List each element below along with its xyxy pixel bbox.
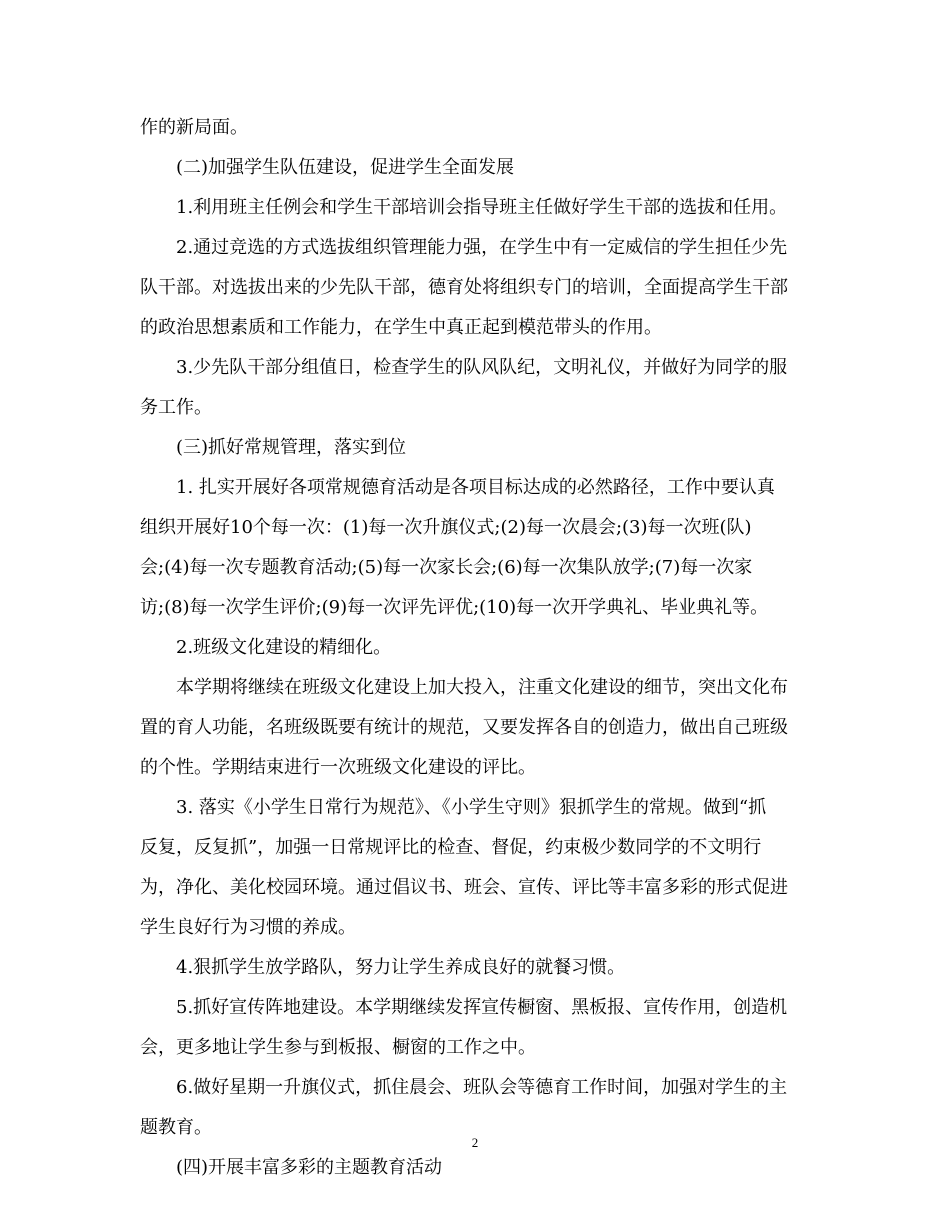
- text-line: 务工作。: [140, 397, 212, 418]
- text-line: 访;(8)每一次学生评价;(9)每一次评先评优;(10)每一次开学典礼、毕业典礼等。: [140, 597, 769, 618]
- page-number: 2: [471, 1135, 479, 1150]
- section-heading-2: (二)加强学生队伍建设，促进学生全面发展: [176, 157, 515, 178]
- text-line: 的政治思想素质和工作能力，在学生中真正起到模范带头的作用。: [140, 317, 662, 338]
- text-line: 5.抓好宣传阵地建设。本学期继续发挥宣传橱窗、黑板报、宣传作用，创造机: [176, 997, 788, 1018]
- text-line: 6.做好星期一升旗仪式，抓住晨会、班队会等德育工作时间，加强对学生的主: [176, 1077, 788, 1098]
- document-body: [140, 113, 812, 1182]
- text-line: 3.少先队干部分组值日，检查学生的队风队纪，文明礼仪，并做好为同学的服: [176, 357, 788, 378]
- text-line: 队干部。对选拔出来的少先队干部，德育处将组织专门的培训，全面提高学生干部: [140, 277, 788, 298]
- text-line: 3. 落实《小学生日常行为规范》、《小学生守则》狠抓学生的常规。做到“抓: [176, 797, 767, 818]
- text-line: 组织开展好10个每一次：(1)每一次升旗仪式;(2)每一次晨会;(3)每一次班(队): [140, 517, 752, 538]
- text-line: 2.通过竞选的方式选拔组织管理能力强，在学生中有一定威信的学生担任少先: [176, 237, 788, 258]
- section-heading-4: (四)开展丰富多彩的主题教育活动: [176, 1157, 443, 1178]
- text-line: 为，净化、美化校园环境。通过倡议书、班会、宣传、评比等丰富多彩的形式促进: [140, 877, 788, 898]
- text-line: 的个性。学期结束进行一次班级文化建设的评比。: [140, 757, 536, 778]
- text-line: 2.班级文化建设的精细化。: [176, 637, 392, 658]
- text-line: 学生良好行为习惯的养成。: [140, 917, 356, 938]
- text-line: 会;(4)每一次专题教育活动;(5)每一次家长会;(6)每一次集队放学;(7)每一次家: [140, 557, 753, 578]
- text-line: 本学期将继续在班级文化建设上加大投入，注重文化建设的细节，突出文化布: [176, 677, 788, 698]
- text-line: 反复，反复抓”，加强一日常规评比的检查、督促，约束极少数同学的不文明行: [140, 837, 762, 858]
- text-line: 作的新局面。: [140, 117, 248, 138]
- text-line: 会，更多地让学生参与到板报、橱窗的工作之中。: [140, 1037, 536, 1058]
- text-line: 1. 扎实开展好各项常规德育活动是各项目标达成的必然路径，工作中要认真: [176, 477, 775, 498]
- text-line: 1.利用班主任例会和学生干部培训会指导班主任做好学生干部的选拔和任用。: [176, 197, 788, 218]
- text-line: 4.狠抓学生放学路队，努力让学生养成良好的就餐习惯。: [176, 957, 626, 978]
- section-heading-3: (三)抓好常规管理，落实到位: [176, 437, 407, 458]
- text-line: 置的育人功能，名班级既要有统计的规范，又要发挥各自的创造力，做出自己班级: [140, 717, 788, 738]
- text-line: 题教育。: [140, 1117, 212, 1138]
